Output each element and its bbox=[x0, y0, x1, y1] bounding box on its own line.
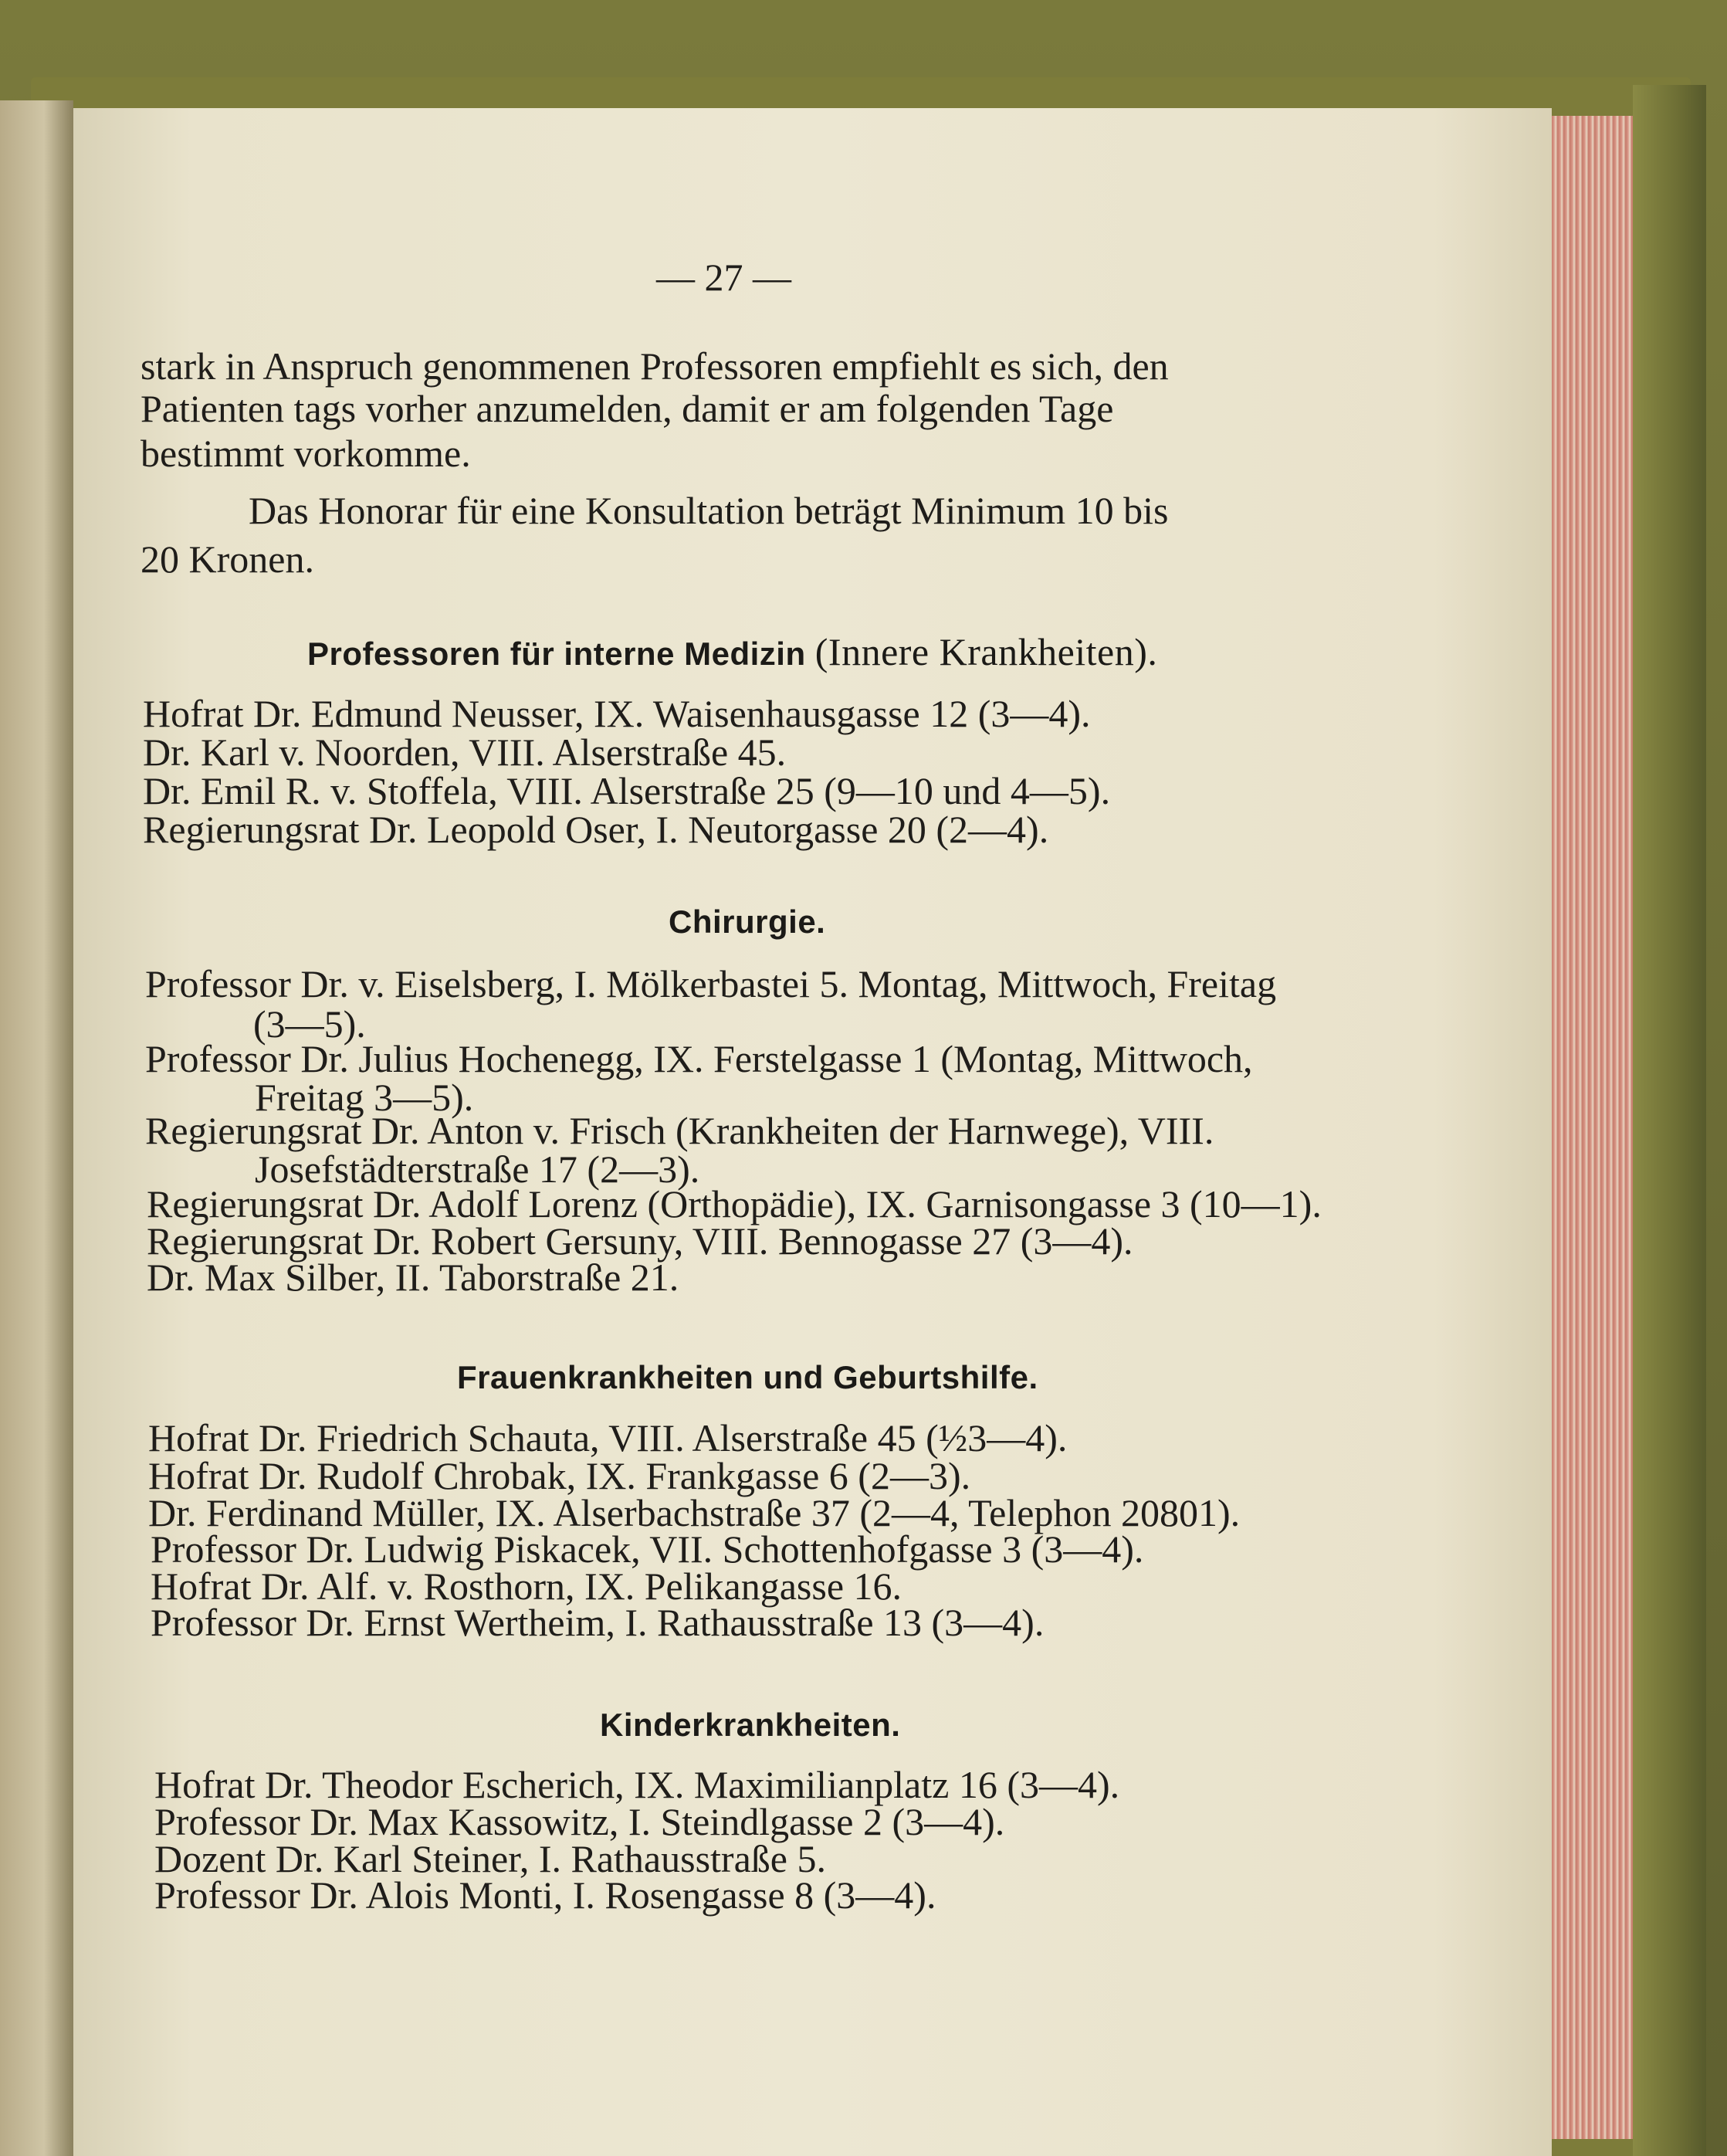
intro-line: Patienten tags vorher anzumelden, damit er am folgenden Tage bbox=[141, 387, 1114, 430]
book-spine bbox=[1633, 85, 1706, 2156]
entry-line: Dr. Ferdinand Müller, IX. Alserbachstraße 37 (2—4, Telephon 20801). bbox=[148, 1491, 1241, 1534]
entry-line: Hofrat Dr. Edmund Neusser, IX. Waisenhausgasse 12 (3—4). bbox=[143, 692, 1091, 735]
entry-line: Dr. Max Silber, II. Taborstraße 21. bbox=[147, 1256, 679, 1299]
section-heading-subtitle: (Innere Krankheiten). bbox=[814, 630, 1158, 673]
page-edges bbox=[1552, 116, 1633, 2139]
entry-line: Hofrat Dr. Alf. v. Rosthorn, IX. Pelikangasse 16. bbox=[151, 1564, 902, 1608]
entry-line: Professor Dr. Julius Hochenegg, IX. Ferstelgasse 1 (Montag, Mittwoch, bbox=[145, 1037, 1253, 1080]
facing-page-edge bbox=[0, 100, 73, 2156]
entry-line-continuation: (3—5). bbox=[253, 1002, 366, 1046]
entry-line: Regierungsrat Dr. Anton v. Frisch (Krankheiten der Harnwege), VIII. bbox=[145, 1109, 1214, 1152]
entry-line: Dr. Karl v. Noorden, VIII. Alserstraße 45. bbox=[143, 731, 787, 774]
entry-line: Hofrat Dr. Friedrich Schauta, VIII. Alserstraße 45 (½3—4). bbox=[148, 1416, 1068, 1459]
intro-line: Das Honorar für eine Konsultation beträgt Minimum 10 bis bbox=[249, 489, 1169, 532]
entry-line-continuation: Josefstädterstraße 17 (2—3). bbox=[255, 1147, 700, 1191]
section-heading-internal-medicine bbox=[307, 632, 1157, 674]
entry-line: Dr. Emil R. v. Stoffela, VIII. Alserstraße 25 (9—10 und 4—5). bbox=[143, 769, 1111, 812]
intro-line: stark in Anspruch genommenen Professoren empfiehlt es sich, den bbox=[141, 344, 1169, 388]
intro-line: 20 Kronen. bbox=[141, 537, 314, 581]
entry-line: Regierungsrat Dr. Adolf Lorenz (Orthopädie), IX. Garnisongasse 3 (10—1). bbox=[147, 1182, 1322, 1225]
entry-line: Professor Dr. Ludwig Piskacek, VII. Schottenhofgasse 3 (3—4). bbox=[151, 1527, 1144, 1571]
entry-line: Hofrat Dr. Theodor Escherich, IX. Maximilianplatz 16 (3—4). bbox=[154, 1763, 1120, 1806]
section-heading-gynecology: Frauenkrankheiten und Geburtshilfe. bbox=[457, 1359, 1038, 1395]
entry-line: Regierungsrat Dr. Robert Gersuny, VIII. Bennogasse 27 (3—4). bbox=[147, 1219, 1133, 1263]
intro-line: bestimmt vorkomme. bbox=[141, 432, 471, 475]
entry-line: Professor Dr. Ernst Wertheim, I. Rathausstraße 13 (3—4). bbox=[151, 1601, 1045, 1644]
entry-line: Professor Dr. Max Kassowitz, I. Steindlgasse 2 (3—4). bbox=[154, 1800, 1005, 1843]
section-heading-pediatrics: Kinderkrankheiten. bbox=[600, 1707, 901, 1743]
section-heading-text: Professoren für interne Medizin bbox=[307, 636, 806, 672]
page-number: — 27 — bbox=[656, 256, 791, 299]
entry-line: Regierungsrat Dr. Leopold Oser, I. Neutorgasse 20 (2—4). bbox=[143, 808, 1049, 851]
entry-line: Professor Dr. v. Eiselsberg, I. Mölkerbastei 5. Montag, Mittwoch, Freitag bbox=[145, 962, 1277, 1005]
entry-line: Hofrat Dr. Rudolf Chrobak, IX. Frankgasse 6 (2—3). bbox=[148, 1454, 971, 1497]
entry-line-continuation: Freitag 3—5). bbox=[255, 1076, 474, 1119]
section-heading-surgery: Chirurgie. bbox=[669, 903, 826, 940]
entry-line: Dozent Dr. Karl Steiner, I. Rathausstraße 5. bbox=[154, 1837, 826, 1880]
entry-line: Professor Dr. Alois Monti, I. Rosengasse 8 (3—4). bbox=[154, 1873, 936, 1917]
